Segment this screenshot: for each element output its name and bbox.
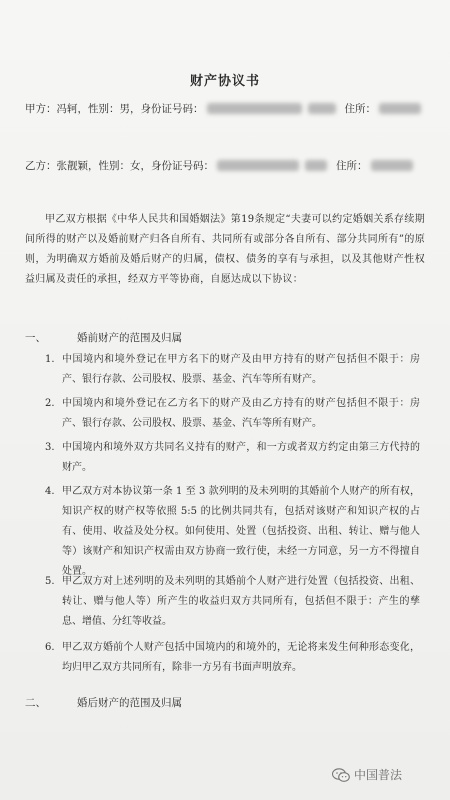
party-b-info: 乙方：张靓颖，性别：女，身份证号码：: [25, 160, 214, 172]
item-number: 6.: [45, 642, 55, 653]
section-number: 二、: [25, 697, 46, 709]
redacted-id-number: [217, 160, 299, 171]
item-text: 甲乙双方对上述列明的及未列明的其婚前个人财产进行处置（包括投资、出租、转让、赠与他人等）所产生的收益归双方共同所有，包括但不限于：产生的孳息、增值、分红等收益。: [62, 576, 420, 627]
list-item: [45, 482, 420, 582]
list-item: [45, 572, 420, 632]
item-text: 中国境内和境外登记在乙方名下的财产及由乙方持有的财产包括但不限于：房产、银行存款、公司股权、股票、基金、汽车等所有财产。: [62, 398, 420, 429]
list-item: [45, 438, 420, 478]
document-title: 财产协议书: [189, 74, 260, 89]
list-item: [45, 350, 420, 390]
item-text: 中国境内和境外登记在甲方名下的财产及由甲方持有的财产包括但不限于：房产、银行存款、公司股权、股票、基金、汽车等所有财产。: [62, 354, 420, 385]
party-b-line: [25, 158, 416, 173]
party-a-line: [25, 101, 424, 116]
redacted-id-number: [207, 103, 302, 114]
watermark: [332, 766, 402, 783]
watermark-text: 中国普法: [354, 768, 403, 782]
section-title: 婚后财产的范围及归属: [77, 697, 182, 709]
item-number: 5.: [45, 576, 55, 587]
intro-paragraph: 甲乙双方根据《中华人民共和国婚姻法》第19条规定“夫妻可以约定婚姻关系存续期间所得的财产以及婚前财产归各自所有、共同所有或部分各自所有、部分共同所有”的原则，为明确双方婚前及婚后财产的归属，债权、债务的享有与承担，以及其他财产性权益归属及责任的承担，经双方平等协商，自愿达成以下协议：: [25, 214, 425, 285]
redacted-id-number-tail: [308, 103, 336, 114]
section-2-heading: [25, 695, 182, 710]
redacted-address: [379, 103, 421, 114]
item-number: 2.: [45, 398, 55, 409]
party-a-info: 甲方：冯轲，性别：男，身份证号码：: [25, 103, 204, 115]
wechat-icon: [332, 768, 350, 782]
item-text: 甲乙双方对本协议第一条 1 至 3 款列明的及未列明的其婚前个人财产的所有权，知识产权的财产权等依照 5:5 的比例共同共有，包括对该财产和知识产权的占有、使用、收益及处分权。如何使用、处置（包括投资、出租、转让、赠与他人等）该财产和知识产权需由双方协商一致行使，未经一方同意，另一方不得擅自处置。: [62, 486, 420, 577]
item-number: 1.: [45, 354, 55, 365]
list-item: [45, 638, 420, 678]
party-b-address-label: 住所：: [336, 160, 368, 172]
item-text: 甲乙双方婚前个人财产包括中国境内的和境外的，无论将来发生何种形态变化，均归甲乙双方共同所有，除非一方另有书面声明放弃。: [62, 642, 420, 673]
item-text: 中国境内和境外双方共同名义持有的财产，和一方或者双方约定由第三方代持的财产。: [62, 442, 420, 473]
redacted-address: [371, 160, 413, 171]
section-number: 一、: [25, 332, 46, 344]
section-title: 婚前财产的范围及归属: [77, 332, 182, 344]
item-number: 3.: [45, 442, 55, 453]
section-1-heading: [25, 330, 182, 345]
redacted-id-number-tail: [305, 160, 327, 171]
party-a-address-label: 住所：: [344, 103, 376, 115]
list-item: [45, 394, 420, 434]
item-number: 4.: [45, 486, 55, 497]
